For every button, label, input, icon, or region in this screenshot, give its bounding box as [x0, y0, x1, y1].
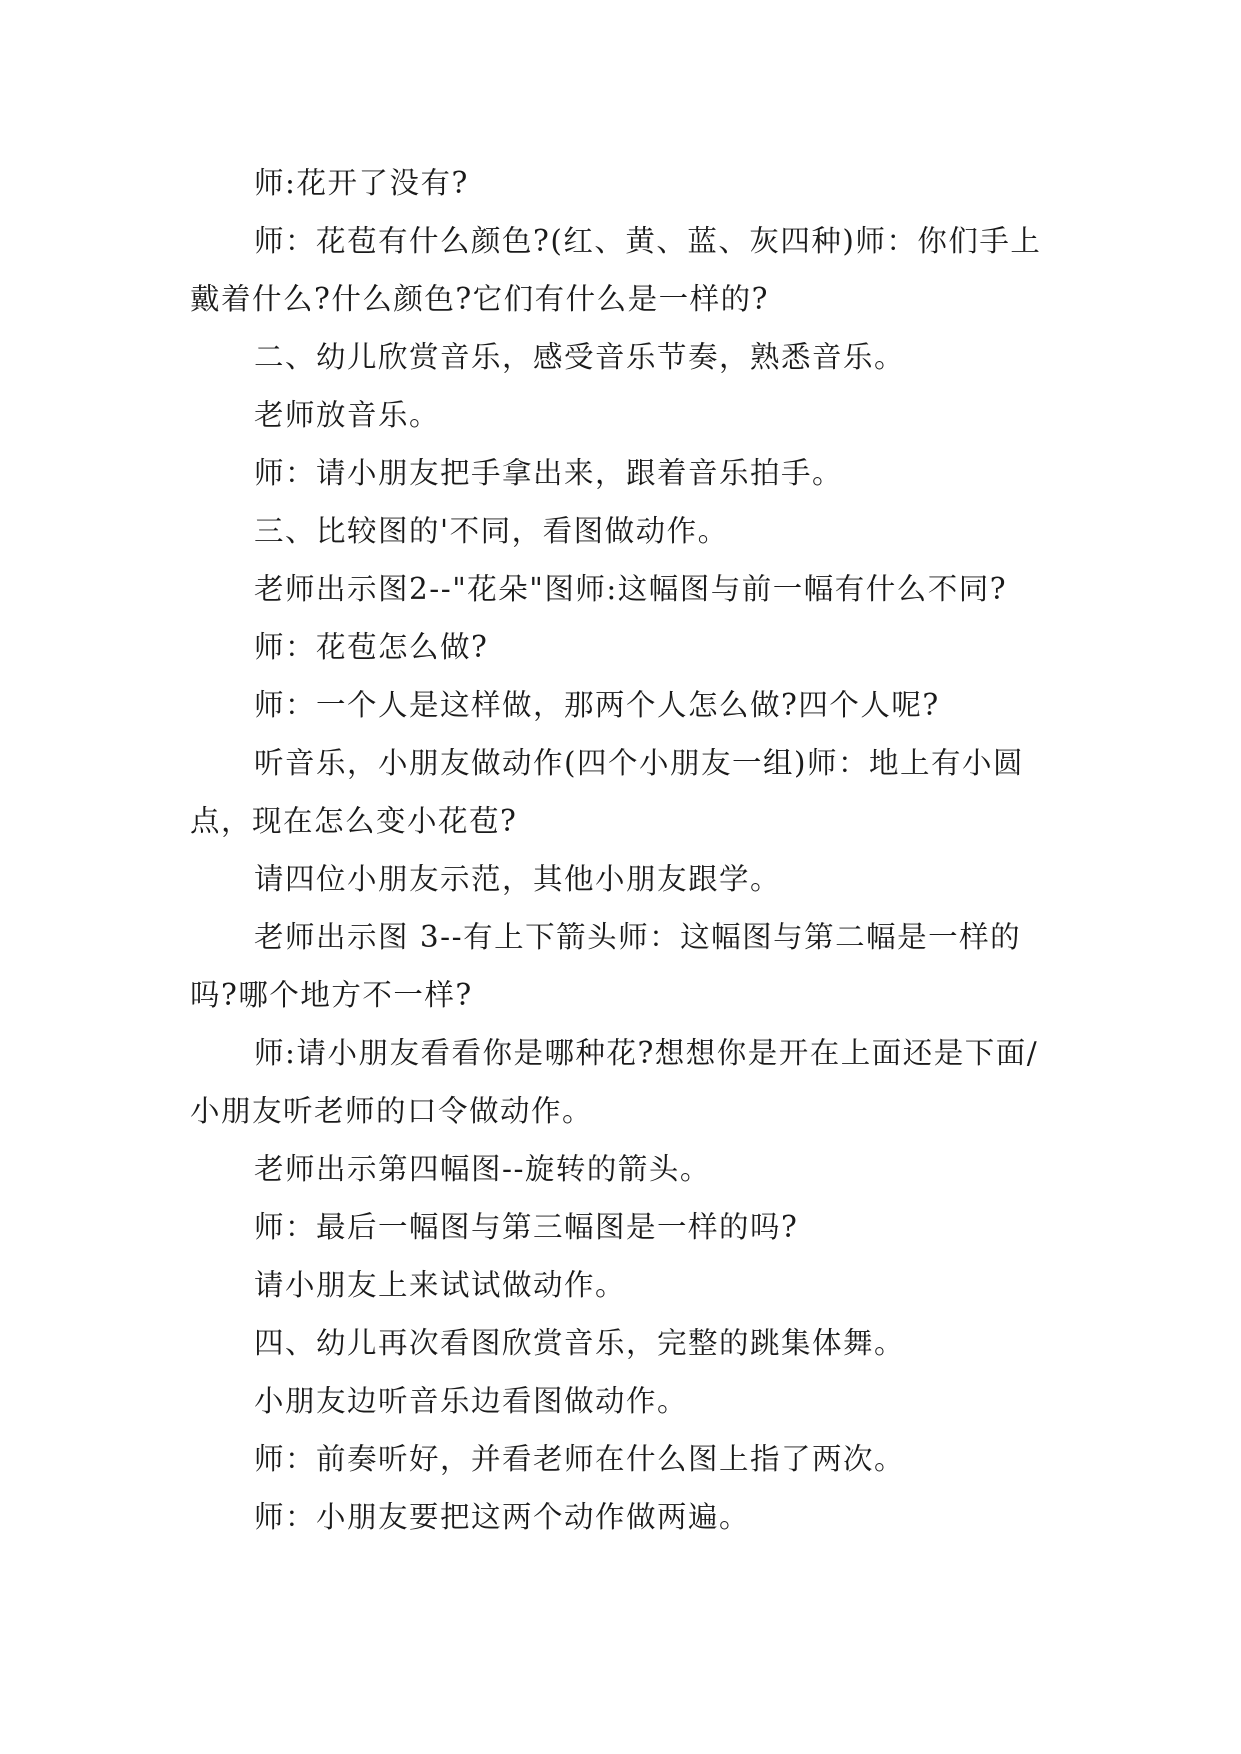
paragraph-15: 师：最后一幅图与第三幅图是一样的吗?: [254, 1210, 799, 1244]
paragraph-10: 听音乐，小朋友做动作(四个小朋友一组)师：地上有小圆点，现在怎么变小花苞?: [190, 746, 1025, 838]
paragraph-2: 师：花苞有什么颜色?(红、黄、蓝、灰四种)师：你们手上戴着什么?什么颜色?它们有什么是一样的?: [190, 224, 1042, 316]
paragraph-7: 老师出示图2--"花朵"图师:这幅图与前一幅有什么不同?: [254, 572, 1008, 606]
paragraph-14: 老师出示第四幅图--旋转的箭头。: [254, 1152, 711, 1186]
paragraph-9: 师：一个人是这样做，那两个人怎么做?四个人呢?: [254, 688, 940, 722]
paragraph-13: 师:请小朋友看看你是哪种花?想想你是开在上面还是下面/小朋友听老师的口令做动作。: [190, 1036, 1039, 1128]
paragraph-8: 师：花苞怎么做?: [254, 630, 489, 664]
paragraph-19: 师：前奏听好，并看老师在什么图上指了两次。: [254, 1442, 906, 1476]
paragraph-16: 请小朋友上来试试做动作。: [254, 1268, 627, 1302]
paragraph-20: 师：小朋友要把这两个动作做两遍。: [254, 1500, 751, 1534]
paragraph-17: 四、幼儿再次看图欣赏音乐，完整的跳集体舞。: [254, 1326, 906, 1360]
document-body: [190, 154, 1060, 1546]
paragraph-3: 二、幼儿欣赏音乐，感受音乐节奏，熟悉音乐。: [254, 340, 906, 374]
paragraph-5: 师：请小朋友把手拿出来，跟着音乐拍手。: [254, 456, 844, 490]
paragraph-12: 老师出示图 3--有上下箭头师：这幅图与第二幅是一样的吗?哪个地方不一样?: [190, 920, 1022, 1012]
paragraph-4: 老师放音乐。: [254, 398, 441, 432]
paragraph-11: 请四位小朋友示范，其他小朋友跟学。: [254, 862, 782, 896]
paragraph-18: 小朋友边听音乐边看图做动作。: [254, 1384, 689, 1418]
paragraph-6: 三、比较图的'不同，看图做动作。: [254, 514, 729, 548]
paragraph-1: 师:花开了没有?: [254, 166, 469, 200]
